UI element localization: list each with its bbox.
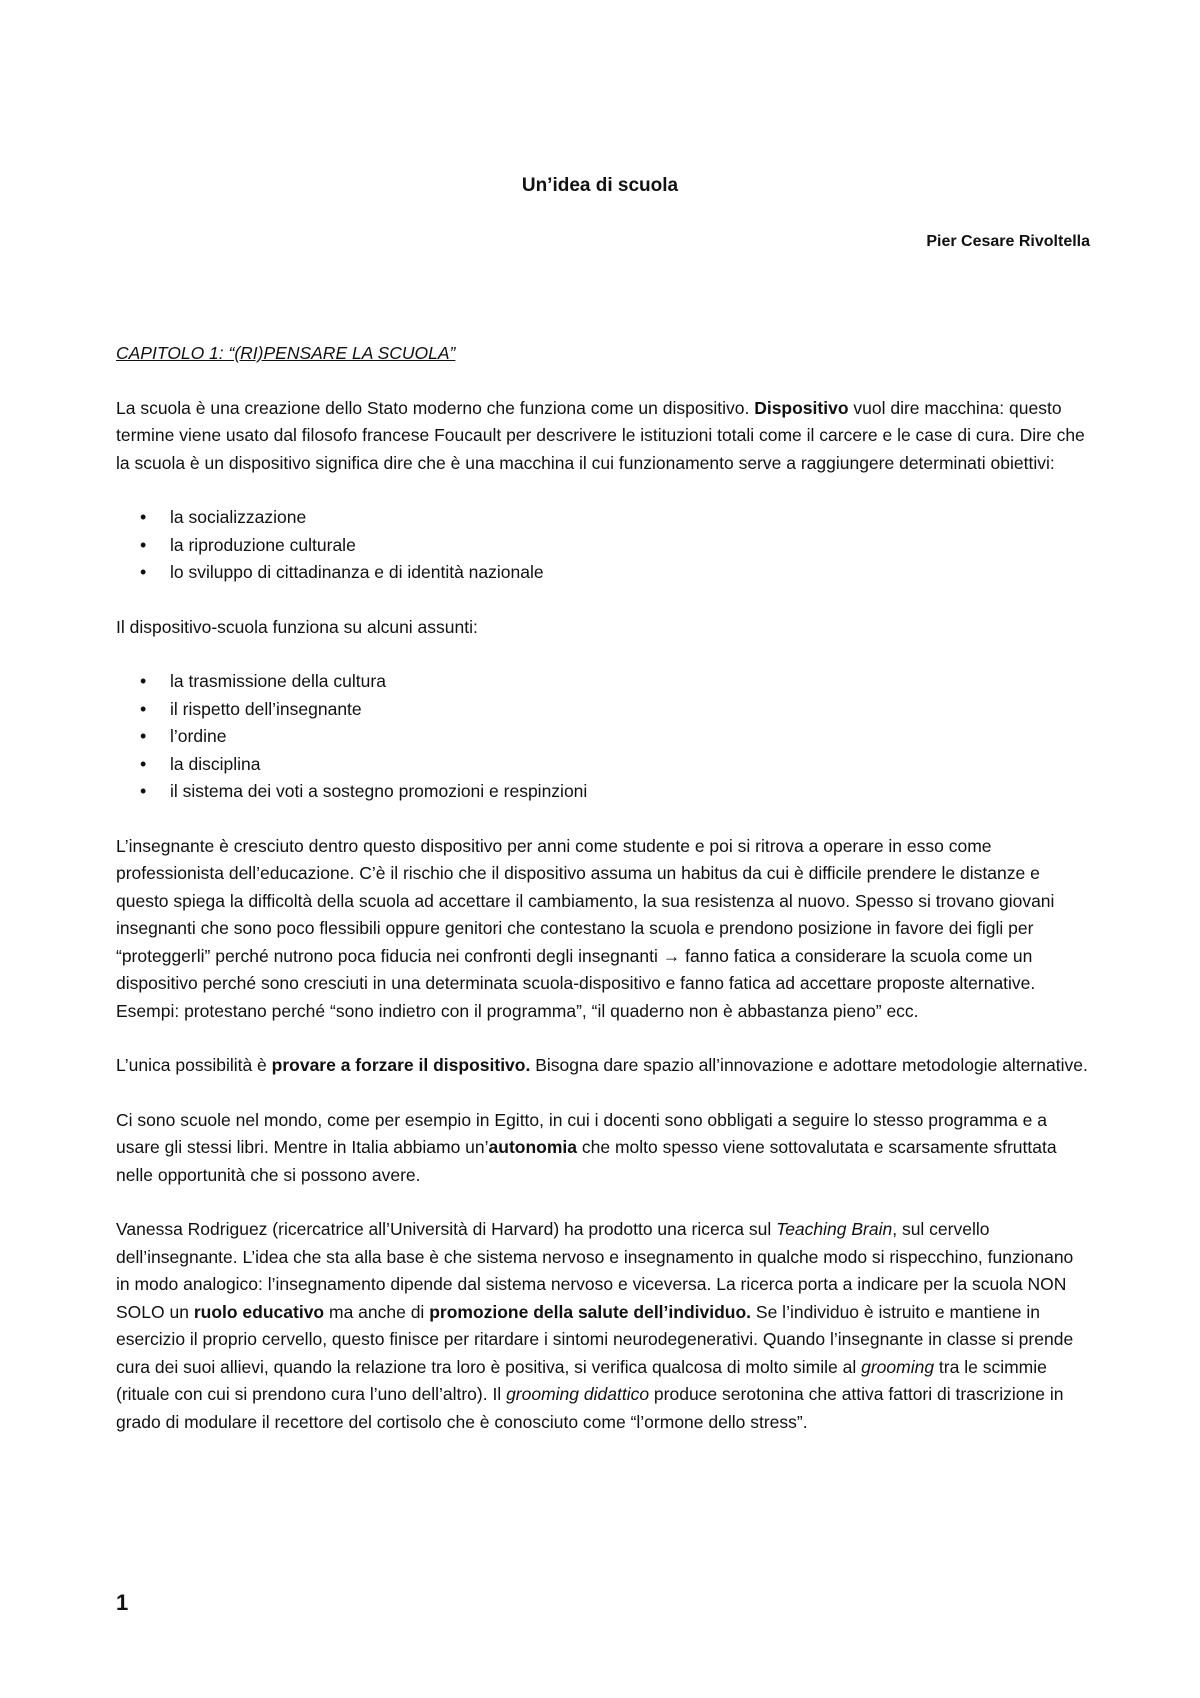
text-run: vuol dire macchina: questo termine viene usato dal filosofo francese Foucault per descrivere le istituzioni totali come il carcere e le case di cura. Dire che la scuola è un dispositivo significa dire che è una macchina il cui funzionamento serve a raggiungere determinati obiettivi: [116, 397, 1085, 473]
text-run: La scuola è una creazione dello Stato moderno che funziona come un dispositivo. [116, 397, 755, 418]
list-item: • il sistema dei voti a sostegno promozioni e respinzioni [170, 778, 1091, 806]
paragraph-6 [116, 1216, 1091, 1436]
list-item: • la trasmissione della cultura [170, 668, 1091, 696]
text-run: che molto spesso viene sottovalutata e scarsamente sfruttata nelle opportunità che si possono avere. [116, 1137, 1057, 1185]
bullet-list-objectives [116, 504, 1091, 587]
paragraph-3 [116, 833, 1091, 1026]
text-run: fanno fatica a considerare la scuola come un dispositivo perché sono cresciuti in una determinata scuola-dispositivo e fanno fatica ad accettare proposte alternative. Esempi: protestano perché “sono indietro con il programma”, “il quaderno non è abbastanza pieno” ecc. [116, 945, 1036, 1021]
bold-run: ruolo educativo [193, 1301, 325, 1322]
list-item: • la socializzazione [170, 504, 1091, 532]
paragraph-2: Il dispositivo-scuola funziona su alcuni assunti: [116, 616, 478, 637]
italic-run: Teaching Brain [776, 1219, 893, 1239]
text-run: Bisogna dare spazio all’innovazione e adottare metodologie alternative. [530, 1055, 1088, 1075]
text-run: tra le scimmie (rituale con cui si prendono cura l’uno dell’altro). Il [116, 1356, 1047, 1404]
bold-run: autonomia [488, 1137, 578, 1157]
bullet-list-assumptions [116, 668, 1091, 806]
page-number: 1 [116, 1590, 129, 1615]
bold-run: provare a forzare il dispositivo. [271, 1055, 531, 1075]
bold-run: Dispositivo [754, 397, 849, 418]
paragraph-4 [116, 1052, 1091, 1080]
document-author: Pier Cesare Rivoltella [926, 233, 1090, 250]
bold-run: promozione della salute dell’individuo. [429, 1301, 752, 1322]
text-run: , sul cervello dell’insegnante. L’idea che sta alla base è che sistema nervoso e insegnamento in qualche modo si rispecchino, funzionano in modo analogico: l’insegnamento dipende dal sistema nervoso e viceversa. La ricerca porta a indicare per la scuola NON SOLO un [116, 1219, 1074, 1322]
text-run: Ci sono scuole nel mondo, come per esempio in Egitto, in cui i docenti sono obbligati a seguire lo stesso programma e a usare gli stessi libri. Mentre in Italia abbiamo un’ [116, 1109, 1047, 1157]
arrow-icon: → [662, 945, 681, 966]
text-run: L’insegnante è cresciuto dentro questo dispositivo per anni come studente e poi si ritrova a operare in esso come professionista dell’educazione. C’è il rischio che il dispositivo assuma un habitus da cui è difficile prendere le distanze e questo spiega la difficoltà della scuola ad accettare il cambiamento, la sua resistenza al nuovo. Spesso si trovano giovani insegnanti che sono poco flessibili oppure genitori che contestano la scuola e prendono posizione in favore dei figli per “proteggerli” perché nutrono poca fiducia nei confronti degli insegnanti [116, 835, 1055, 966]
list-item: • la riproduzione culturale [170, 532, 1091, 560]
chapter-heading: CAPITOLO 1: “(RI)PENSARE LA SCUOLA” [116, 343, 456, 363]
list-item: • la disciplina [170, 751, 1091, 779]
list-item: • il rispetto dell’insegnante [170, 696, 1091, 724]
text-run: Vanessa Rodriguez (ricercatrice all’Università di Harvard) ha prodotto una ricerca sul [116, 1219, 777, 1239]
italic-run: grooming didattico [506, 1384, 650, 1404]
text-run: ma anche di [324, 1301, 430, 1322]
text-run: Se l’individuo è istruito e mantiene in esercizio il proprio cervello, questo finisce per ritardare i sintomi neurodegenerativi. Quando l’insegnante in classe si prende cura dei suoi allievi, quando la relazione tra loro è positiva, si verifica qualcosa di molto simile al [116, 1301, 1074, 1377]
text-run: produce serotonina che attiva fattori di trascrizione in grado di modulare il recettore del cortisolo che è conosciuto come “l’ormone dello stress”. [116, 1384, 1064, 1432]
list-item: • lo sviluppo di cittadinanza e di identità nazionale [170, 559, 1091, 587]
text-run: L’unica possibilità è [116, 1055, 272, 1075]
italic-run: grooming [861, 1356, 935, 1377]
paragraph-1 [116, 395, 1091, 478]
document-title: Un’idea di scuola [521, 175, 679, 196]
list-item: • l’ordine [170, 723, 1091, 751]
paragraph-5 [116, 1107, 1091, 1190]
document-body [116, 340, 1091, 1463]
